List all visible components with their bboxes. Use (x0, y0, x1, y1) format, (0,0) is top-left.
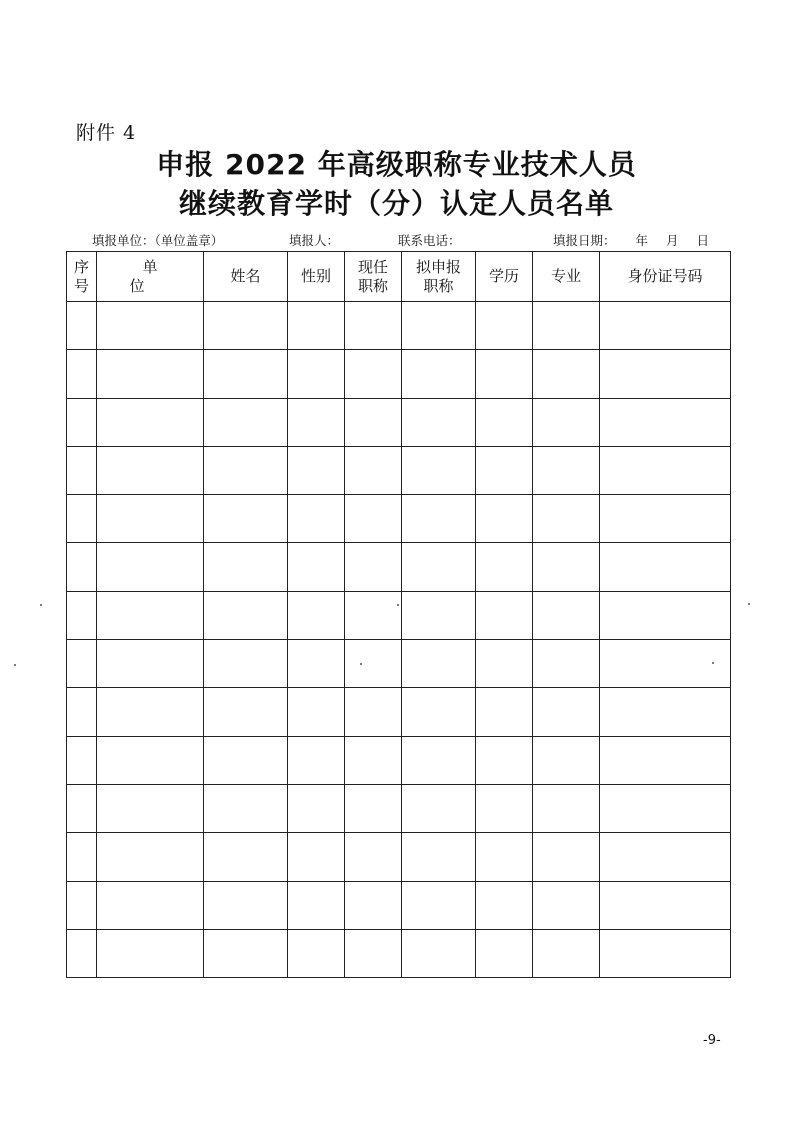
table-row (67, 591, 731, 639)
table-cell[interactable] (345, 881, 402, 929)
table-cell[interactable] (288, 446, 345, 494)
table-cell[interactable] (476, 591, 533, 639)
table-cell[interactable] (204, 929, 288, 977)
table-cell[interactable] (345, 302, 402, 350)
table-cell[interactable] (533, 640, 600, 688)
scan-speck (748, 603, 750, 605)
table-cell[interactable] (204, 302, 288, 350)
table-cell[interactable] (67, 881, 97, 929)
table-cell[interactable] (402, 495, 476, 543)
personnel-roster-table (66, 251, 731, 978)
table-cell[interactable] (600, 495, 731, 543)
table-cell[interactable] (402, 736, 476, 784)
table-cell[interactable] (97, 302, 204, 350)
table-cell[interactable] (204, 736, 288, 784)
table-cell[interactable] (288, 398, 345, 446)
table-cell[interactable] (402, 640, 476, 688)
table-cell[interactable] (476, 350, 533, 398)
table-cell[interactable] (97, 688, 204, 736)
table-cell[interactable] (533, 398, 600, 446)
table-cell[interactable] (97, 736, 204, 784)
table-row (67, 495, 731, 543)
table-cell[interactable] (476, 398, 533, 446)
table-cell[interactable] (288, 495, 345, 543)
scan-speck (40, 604, 42, 606)
table-cell[interactable] (345, 398, 402, 446)
table-cell[interactable] (600, 398, 731, 446)
column-header-current-title: 现任 职称 (345, 252, 402, 302)
table-cell[interactable] (345, 736, 402, 784)
table-cell[interactable] (600, 688, 731, 736)
table-cell[interactable] (345, 688, 402, 736)
table-cell[interactable] (533, 350, 600, 398)
table-cell[interactable] (204, 881, 288, 929)
table-cell[interactable] (97, 929, 204, 977)
table-cell[interactable] (533, 543, 600, 591)
table-cell[interactable] (600, 446, 731, 494)
table-cell[interactable] (533, 688, 600, 736)
table-cell[interactable] (402, 881, 476, 929)
table-body (67, 302, 731, 978)
table-cell[interactable] (476, 495, 533, 543)
table-cell[interactable] (533, 302, 600, 350)
table-cell[interactable] (345, 640, 402, 688)
table-cell[interactable] (288, 833, 345, 881)
table-cell[interactable] (97, 833, 204, 881)
table-cell[interactable] (204, 398, 288, 446)
report-date-parts: 年 月 日 (635, 233, 709, 248)
table-row (67, 833, 731, 881)
table-cell[interactable] (288, 881, 345, 929)
table-cell[interactable] (288, 350, 345, 398)
table-cell[interactable] (402, 784, 476, 832)
scan-speck (14, 664, 16, 666)
column-header-unit: 单位 (97, 252, 204, 302)
table-row (67, 398, 731, 446)
table-row (67, 736, 731, 784)
column-header-education: 学历 (476, 252, 533, 302)
table-cell[interactable] (204, 833, 288, 881)
table-cell[interactable] (600, 736, 731, 784)
table-cell[interactable] (476, 446, 533, 494)
table-cell[interactable] (288, 736, 345, 784)
table-cell[interactable] (67, 833, 97, 881)
table-cell[interactable] (402, 929, 476, 977)
table-cell[interactable] (600, 543, 731, 591)
table-cell[interactable] (345, 929, 402, 977)
table-cell[interactable] (67, 446, 97, 494)
table-cell[interactable] (476, 640, 533, 688)
table-cell[interactable] (204, 495, 288, 543)
table-cell[interactable] (67, 591, 97, 639)
table-cell[interactable] (345, 591, 402, 639)
table-cell[interactable] (533, 784, 600, 832)
table-cell[interactable] (204, 446, 288, 494)
table-cell[interactable] (67, 495, 97, 543)
column-header-seq: 序 号 (67, 252, 97, 302)
field-report-date (553, 231, 709, 249)
table-cell[interactable] (288, 302, 345, 350)
table-cell[interactable] (533, 929, 600, 977)
table-cell[interactable] (533, 736, 600, 784)
table-cell[interactable] (600, 833, 731, 881)
table-cell[interactable] (67, 784, 97, 832)
table-cell[interactable] (97, 784, 204, 832)
table-cell[interactable] (67, 302, 97, 350)
attachment-label: 附件 4 (76, 122, 137, 144)
table-cell[interactable] (288, 591, 345, 639)
table-cell[interactable] (97, 398, 204, 446)
scan-speck (712, 662, 714, 664)
table-cell[interactable] (600, 640, 731, 688)
table-row (67, 446, 731, 494)
table-row (67, 881, 731, 929)
table-cell[interactable] (204, 688, 288, 736)
column-header-proposed-title: 拟申报 职称 (402, 252, 476, 302)
table-cell[interactable] (97, 446, 204, 494)
table-row (67, 688, 731, 736)
scan-speck (360, 663, 362, 665)
table-cell[interactable] (533, 495, 600, 543)
scan-speck (397, 604, 399, 606)
table-cell[interactable] (288, 640, 345, 688)
table-cell[interactable] (600, 302, 731, 350)
table-cell[interactable] (533, 833, 600, 881)
table-cell[interactable] (476, 688, 533, 736)
table-cell[interactable] (67, 688, 97, 736)
table-cell[interactable] (476, 929, 533, 977)
table-cell[interactable] (67, 736, 97, 784)
table-cell[interactable] (97, 881, 204, 929)
table-cell[interactable] (345, 543, 402, 591)
table-cell[interactable] (476, 833, 533, 881)
table-cell[interactable] (402, 688, 476, 736)
table-row (67, 640, 731, 688)
table-cell[interactable] (476, 736, 533, 784)
table-row (67, 784, 731, 832)
table-cell[interactable] (288, 929, 345, 977)
table-cell[interactable] (402, 446, 476, 494)
table-cell[interactable] (345, 784, 402, 832)
report-date-label: 填报日期： (553, 233, 616, 248)
column-header-gender: 性别 (288, 252, 345, 302)
table-cell[interactable] (533, 881, 600, 929)
table-cell[interactable] (402, 350, 476, 398)
table-cell[interactable] (288, 784, 345, 832)
table-cell[interactable] (67, 640, 97, 688)
table-cell[interactable] (67, 929, 97, 977)
table-cell[interactable] (345, 833, 402, 881)
table-cell[interactable] (97, 543, 204, 591)
table-cell[interactable] (402, 591, 476, 639)
table-row (67, 302, 731, 350)
table-cell[interactable] (97, 495, 204, 543)
table-cell[interactable] (204, 784, 288, 832)
title-line-2: 继续教育学时（分）认定人员名单 (178, 187, 614, 220)
table-row (67, 350, 731, 398)
table-cell[interactable] (402, 302, 476, 350)
table-cell[interactable] (204, 591, 288, 639)
table-cell[interactable] (476, 543, 533, 591)
table-cell[interactable] (402, 398, 476, 446)
table-cell[interactable] (204, 350, 288, 398)
table-cell[interactable] (67, 350, 97, 398)
field-filler: 填报人： (289, 233, 340, 248)
column-header-id-number: 身份证号码 (600, 252, 731, 302)
table-cell[interactable] (67, 398, 97, 446)
table-cell[interactable] (67, 543, 97, 591)
table-cell[interactable] (288, 688, 345, 736)
table-row (67, 929, 731, 977)
table-cell[interactable] (345, 495, 402, 543)
table-cell[interactable] (288, 543, 345, 591)
table-cell[interactable] (402, 543, 476, 591)
page-number: -9- (703, 1033, 721, 1048)
table-cell[interactable] (533, 591, 600, 639)
table-cell[interactable] (600, 591, 731, 639)
table-cell[interactable] (600, 881, 731, 929)
table-cell[interactable] (600, 350, 731, 398)
table-row (67, 543, 731, 591)
table-cell[interactable] (97, 640, 204, 688)
table-header-row (67, 252, 731, 302)
title-line-1: 申报 2022 年高级职称专业技术人员 (156, 148, 637, 181)
table-cell[interactable] (476, 302, 533, 350)
table-cell[interactable] (600, 929, 731, 977)
table-cell[interactable] (402, 833, 476, 881)
field-phone: 联系电话： (398, 233, 461, 248)
table-cell[interactable] (476, 784, 533, 832)
table-cell[interactable] (600, 784, 731, 832)
table-cell[interactable] (204, 543, 288, 591)
table-cell[interactable] (533, 446, 600, 494)
field-reporting-unit: 填报单位：（单位盖章） (92, 233, 224, 248)
table-cell[interactable] (97, 591, 204, 639)
table-cell[interactable] (204, 640, 288, 688)
table-cell[interactable] (345, 350, 402, 398)
table-cell[interactable] (97, 350, 204, 398)
column-header-major: 专业 (533, 252, 600, 302)
table-cell[interactable] (345, 446, 402, 494)
table-cell[interactable] (476, 881, 533, 929)
column-header-name: 姓名 (204, 252, 288, 302)
